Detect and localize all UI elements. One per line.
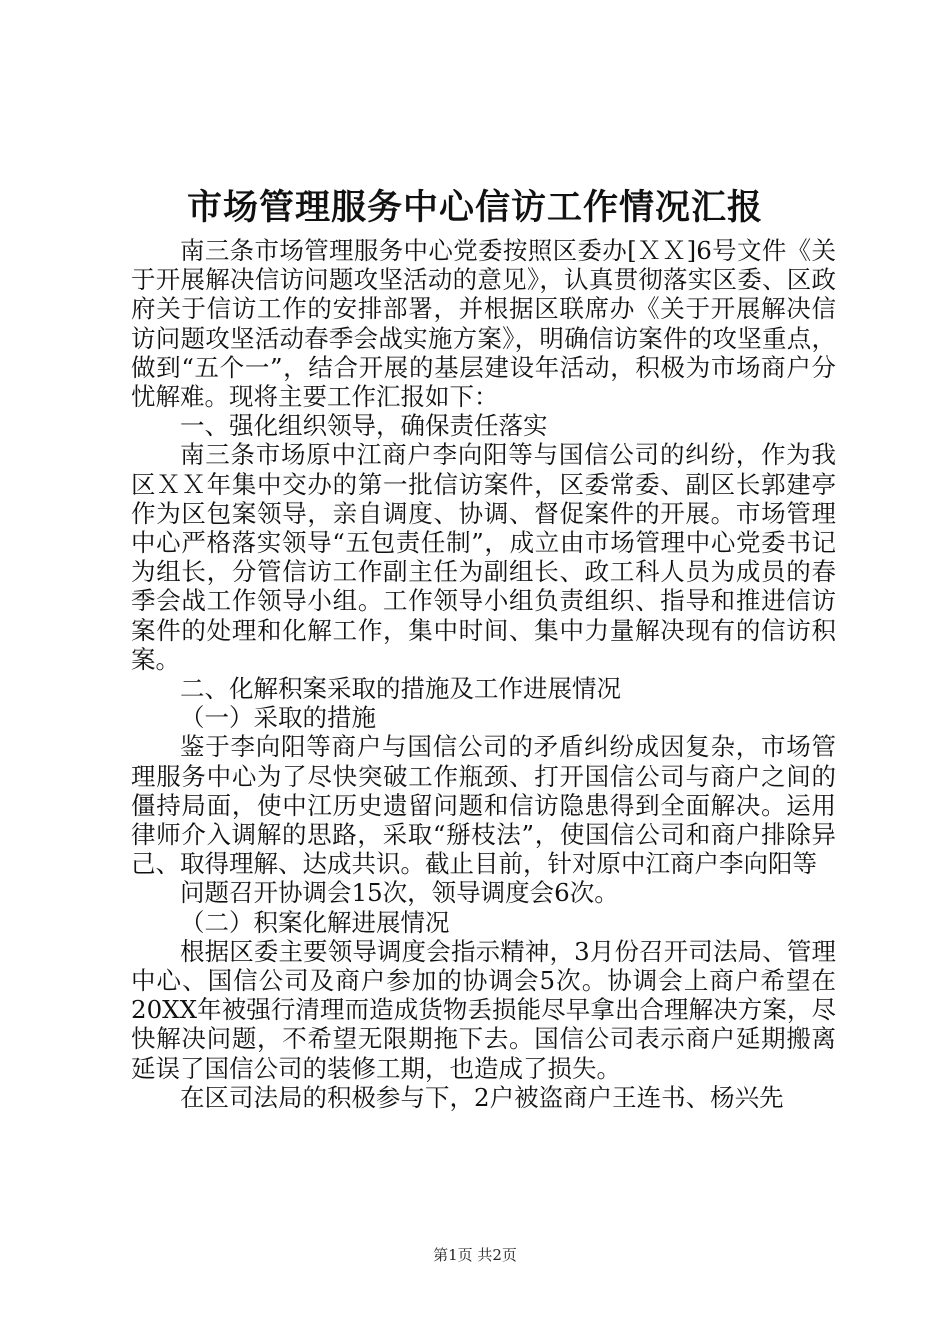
section-heading-2: 二、化解积案采取的措施及工作进展情况 [180,674,621,704]
paragraph-progress: 根据区委主要领导调度会指示精神，3月份召开司法局、管理中心、国信公司及商户参加的协调会5次。协调会上商户希望在20XX年被强行清理而造成货物丢损能尽早拿出合理解决方案，尽快解决问题，不希望无限期拖下去。国信公司表示商户延期搬离延误了国信公司的装修工期，也造成了损失。 [131,936,836,1083]
document-title: 市场管理服务中心信访工作情况汇报 [186,187,763,228]
paragraph-progress-2: 在区司法局的积极参与下，2户被盗商户王连书、杨兴先 [180,1082,784,1112]
page-number-footer: 第1页 共2页 [433,1246,517,1264]
subsection-heading-1: （一）采取的措施 [180,703,376,733]
section-heading-1: 一、强化组织领导，确保责任落实 [180,411,548,441]
paragraph-section-1: 南三条市场原中江商户李向阳等与国信公司的纠纷，作为我区ＸＸ年集中交办的第一批信访案件，区委常委、副区长郭建亭作为区包案领导，亲自调度、协调、督促案件的开展。市场管理中心严格落实领导“五包责任制”，成立由市场管理中心党委书记为组长，分管信访工作副主任为副组长、政工科人员为成员的春季会战工作领导小组。工作领导小组负责组织、指导和推进信访案件的处理和化解工作，集中时间、集中力量解决现有的信访积案。 [131,440,836,674]
paragraph-measures: 鉴于李向阳等商户与国信公司的矛盾纠纷成因复杂，市场管理服务中心为了尽快突破工作瓶颈、打开国信公司与商户之间的僵持局面，使中江历史遗留问题和信访隐患得到全面解决。运用律师介入调解的思路，采取“掰枝法”，使国信公司和商户排除异己、取得理解、达成共识。截止目前，针对原中江商户李向阳等 [131,732,836,879]
document-body [131,236,836,1112]
paragraph-measures-cont: 问题召开协调会15次，领导调度会6次。 [180,878,619,908]
subsection-heading-2: （二）积案化解进展情况 [180,907,450,937]
paragraph-intro: 南三条市场管理服务中心党委按照区委办[ＸＸ]6号文件《关于开展解决信访问题攻坚活动的意见》，认真贯彻落实区委、区政府关于信访工作的安排部署，并根据区联席办《关于开展解决信访问题攻坚活动春季会战实施方案》，明确信访案件的攻坚重点，做到“五个一”，结合开展的基层建设年活动，积极为市场商户分忧解难。现将主要工作汇报如下： [131,236,836,412]
